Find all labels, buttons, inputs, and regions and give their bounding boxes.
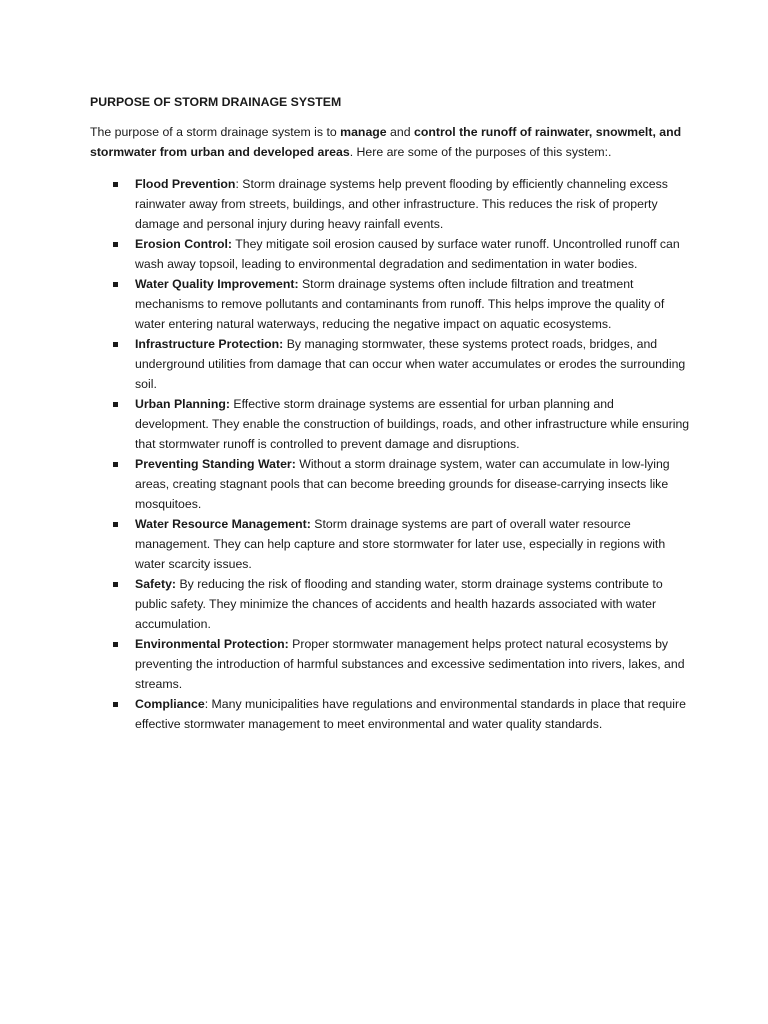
item-term: Water Quality Improvement: — [135, 277, 299, 291]
square-bullet-icon — [113, 282, 118, 287]
item-term: Flood Prevention — [135, 177, 236, 191]
document-page — [90, 93, 690, 734]
square-bullet-icon — [113, 522, 118, 527]
list-item — [90, 694, 690, 734]
item-text: Storm drainage systems are part of overall water resource management. They can help capture and store stormwater for later use, especially in regions with water scarcity issues. — [135, 517, 666, 571]
purpose-list — [90, 174, 690, 734]
list-item — [90, 334, 690, 394]
square-bullet-icon — [113, 642, 118, 647]
square-bullet-icon — [113, 582, 118, 587]
item-separator: : — [204, 697, 212, 711]
list-item — [90, 174, 690, 234]
square-bullet-icon — [113, 182, 118, 187]
list-item — [90, 514, 690, 574]
item-text: By reducing the risk of flooding and standing water, storm drainage systems contribute to public safety. They minimize the chances of accidents and health hazards associated with water accumulation. — [135, 577, 663, 631]
item-text: They mitigate soil erosion caused by surface water runoff. Uncontrolled runoff can wash away topsoil, leading to environmental degradation and sedimentation in water bodies. — [135, 237, 680, 271]
square-bullet-icon — [113, 242, 118, 247]
item-term: Urban Planning: — [135, 397, 230, 411]
item-text: Storm drainage systems often include filtration and treatment mechanisms to remove pollutants and contaminants from runoff. This helps improve the quality of water entering natural waterways, reducing the negative impact on aquatic ecosystems. — [135, 277, 665, 331]
item-term: Water Resource Management: — [135, 517, 311, 531]
item-text: By managing stormwater, these systems protect roads, bridges, and underground utilities from damage that can occur when water accumulates or erodes the surrounding soil. — [135, 337, 686, 391]
item-text: Proper stormwater management helps protect natural ecosystems by preventing the introduction of harmful substances and excessive sedimentation into rivers, lakes, and streams. — [135, 637, 685, 691]
item-text: Effective storm drainage systems are essential for urban planning and development. They enable the construction of buildings, roads, and other infrastructure while ensuring that stormwater runoff is controlled to prevent damage and disruptions. — [135, 397, 690, 451]
intro-text-3: . Here are some of the purposes of this system:. — [349, 145, 612, 159]
item-term: Preventing Standing Water: — [135, 457, 296, 471]
list-item — [90, 454, 690, 514]
intro-bold-manage: manage — [340, 125, 387, 139]
list-item — [90, 394, 690, 454]
square-bullet-icon — [113, 462, 118, 467]
list-item — [90, 234, 690, 274]
item-term: Compliance — [135, 697, 205, 711]
list-item — [90, 274, 690, 334]
item-term: Safety: — [135, 577, 177, 591]
item-term: Environmental Protection: — [135, 637, 289, 651]
square-bullet-icon — [113, 402, 118, 407]
intro-text-2: and — [386, 125, 414, 139]
item-term: Erosion Control: — [135, 237, 233, 251]
item-separator: : — [235, 177, 243, 191]
item-term: Infrastructure Protection: — [135, 337, 284, 351]
item-text: Without a storm drainage system, water can accumulate in low-lying areas, creating stagnant pools that can become breeding grounds for disease-carrying insects like mosquitoes. — [135, 457, 670, 511]
list-item — [90, 574, 690, 634]
intro-paragraph — [90, 122, 690, 162]
list-item — [90, 634, 690, 694]
document-title: PURPOSE OF STORM DRAINAGE SYSTEM — [90, 95, 342, 109]
intro-bold-control: control the runoff of rainwater, snowmelt, and stormwater from urban and developed areas — [90, 125, 682, 159]
square-bullet-icon — [113, 342, 118, 347]
square-bullet-icon — [113, 702, 118, 707]
intro-text-1: The purpose of a storm drainage system is to — [90, 125, 341, 139]
item-text: Many municipalities have regulations and environmental standards in place that require effective stormwater management to meet environmental and water quality standards. — [135, 697, 686, 731]
item-text: Storm drainage systems help prevent flooding by efficiently channeling excess rainwater away from streets, buildings, and other infrastructure. This reduces the risk of property damage and personal injury during heavy rainfall events. — [135, 177, 668, 231]
